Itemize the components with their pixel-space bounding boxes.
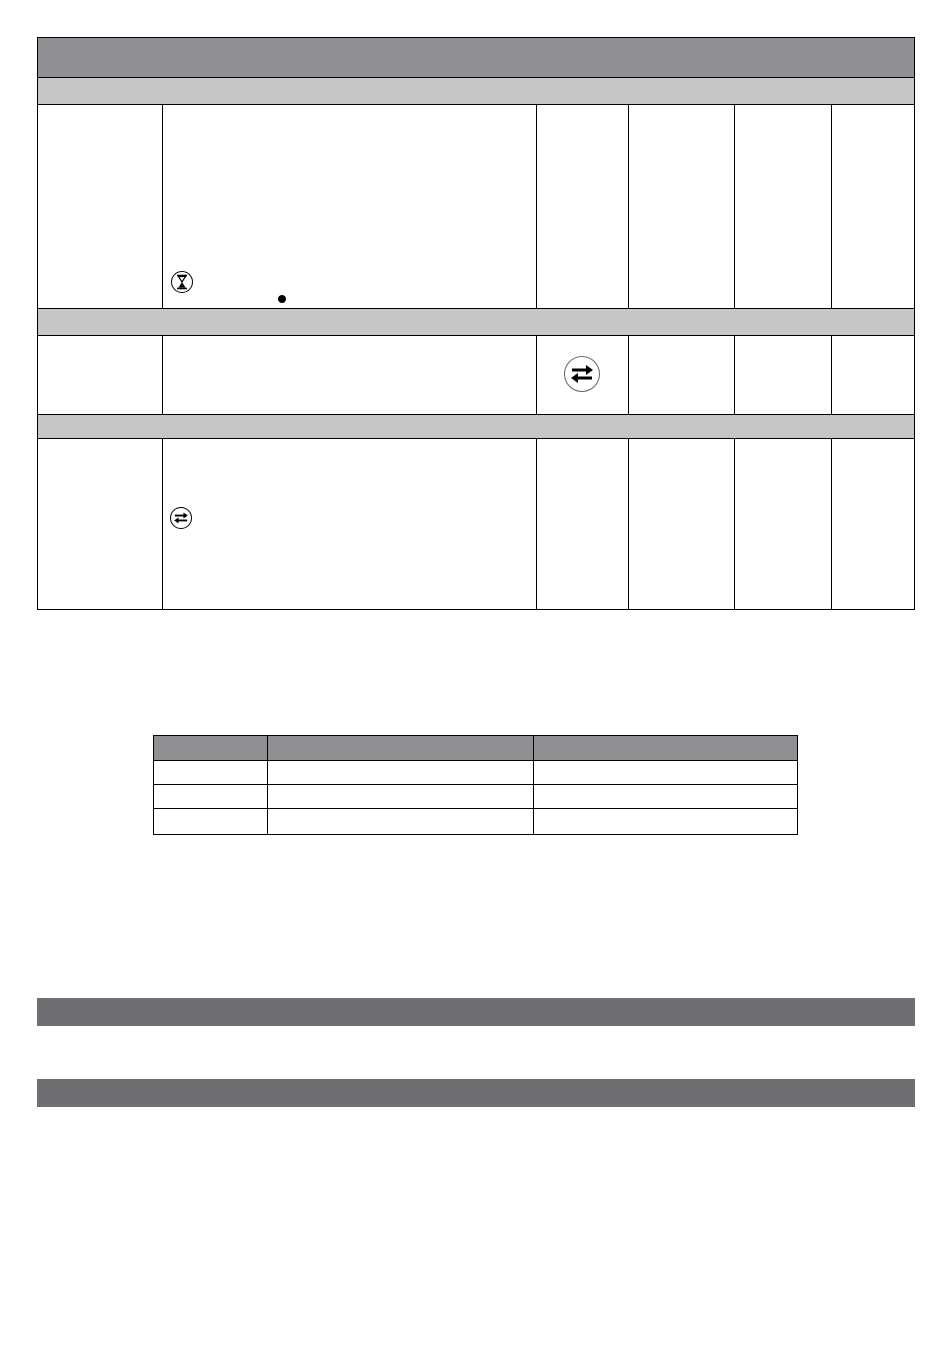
table-row-divider <box>154 784 797 785</box>
main-table <box>37 37 915 610</box>
col-divider <box>628 336 629 415</box>
small-table <box>153 735 798 835</box>
col-divider <box>831 105 832 309</box>
small-table-header <box>154 736 797 761</box>
col-divider <box>162 336 163 415</box>
col-divider <box>628 105 629 309</box>
col-divider <box>536 105 537 309</box>
bullet-dot <box>278 295 286 303</box>
section-heading-bar-2 <box>37 1079 915 1107</box>
section-band-2 <box>38 308 914 336</box>
col-divider <box>536 439 537 609</box>
section-band-3 <box>38 414 914 439</box>
section-band-1 <box>38 77 914 105</box>
col-divider <box>831 439 832 609</box>
table-row-divider <box>154 808 797 809</box>
main-header-cell-6 <box>832 38 914 77</box>
col-divider <box>734 105 735 309</box>
main-header-cell-5 <box>735 38 831 77</box>
col-divider <box>536 336 537 415</box>
main-header-cell-1 <box>38 38 163 77</box>
col-divider <box>734 336 735 415</box>
col-divider <box>628 439 629 609</box>
col-divider <box>734 439 735 609</box>
main-header-cell-4 <box>629 38 734 77</box>
main-header-cell-2 <box>164 38 537 77</box>
col-divider <box>831 336 832 415</box>
col-divider <box>533 736 534 834</box>
section-heading-bar-1 <box>37 998 915 1026</box>
col-divider <box>162 439 163 609</box>
col-divider <box>267 736 268 834</box>
main-header-cell-3 <box>538 38 628 77</box>
swap-arrows-icon <box>170 507 192 529</box>
hourglass-icon <box>171 271 193 293</box>
col-divider <box>162 105 163 309</box>
swap-arrows-icon <box>564 356 600 392</box>
